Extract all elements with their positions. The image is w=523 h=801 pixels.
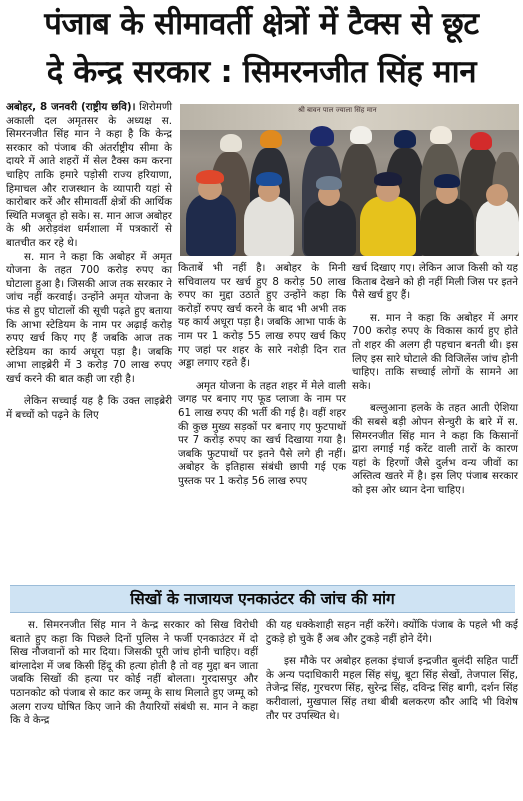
subheading-banner	[10, 585, 515, 613]
turban	[256, 172, 282, 186]
turban	[374, 172, 402, 186]
article-paragraph: बल्लुआना हलके के तहत आती ऐशिया की सबसे बड़ी ओपन सेन्चुरी के बारे में स. सिमरनजीत सिंह मान ने कहा कि किसानों द्वारा लगाई गई करेंट वाली तारों के कारण यहां के हिरणों जैसे दुर्लभ वन्य जीवों का अस्तित्व खतरे में है। इस लिए पंजाब सरकार को इस ओर ध्यान देना चाहिए।	[352, 402, 518, 496]
turban	[394, 130, 416, 148]
article-column-3	[352, 262, 518, 498]
turban	[470, 132, 492, 150]
turban	[316, 176, 342, 190]
turban	[350, 126, 372, 144]
subarticle-column-1	[10, 619, 258, 728]
subheading: सिखों के नाजायज एनकाउंटर की जांच की मांग	[130, 590, 395, 608]
news-photo	[180, 104, 519, 256]
turban	[220, 134, 242, 152]
article-paragraph: स. सिमरनजीत सिंह मान ने केन्द्र सरकार को सिख विरोधी बताते हुए कहा कि पिछले दिनों पुलिस ने फर्जी एनकाउंटर में दो सिख नौजवानों को मार दिया। जिसकी पूरी जांच होनी चाहिए। वहीं बांग्लादेश में जब किसी हिंदू की हत्या होती है तो वह मुद्दा बन जाता जबकि सिखों की हत्या पर कोई नहीं बोलता। गुरदासपुर और पठानकोट को पंजाब से काट कर जम्मू के साथ मिलाते हुए जम्मू को अलग राज्य घोषित किए जाने की तैयारियों संबंधी स. मान ने कहा कि वे केन्द्र	[10, 619, 258, 727]
turban	[430, 126, 452, 144]
article-paragraph: लेकिन सच्चाई यह है कि उक्त लाइब्रेरी में बच्चों को पढ़ने के लिए	[6, 395, 172, 422]
article-paragraph: शिरोमणी अकाली दल अमृतसर के अध्यक्ष स. सिमरनजीत सिंह मान ने कहा है कि केन्द्र सरकार को पंजाब की अंतर्राष्ट्रीय सीमा के दायरे में आते शहरों में सेल टैक्स कम करना चाहिए ताकि हमारे पड़ोसी राज्य हरियाणा, हिमाचल और राजस्थान के व्यापारी यहां से कारोबार करें और सीमावर्ती क्षेत्रों की आर्थिक स्थिति मजबूत हो सके। स. मान आज अबोहर के श्री अरोड़वंश धर्मशाला में पत्रकारों से बातचीत कर रहे थे।	[6, 101, 172, 249]
person-figure	[360, 196, 416, 256]
person-figure	[186, 194, 236, 256]
article-paragraph: इस मौके पर अबोहर हलका इंचार्ज इन्द्रजीत बुलंदी सहित पार्टी के अन्य पदाधिकारी महल सिंह संधू, बूटा सिंह सेखों, तेजपाल सिंह, तेजेन्द्र सिंह, गुरचरण सिंह, सुरेन्द्र सिंह, दविन्द्र सिंह बागी, दर्शन सिंह करीवालां, मुखपाल सिंह तथा बीबी बलकरण कौर आदि भी विशेष तौर पर उपस्थित थे।	[266, 655, 518, 722]
turban	[260, 130, 282, 148]
person-figure	[304, 200, 356, 256]
head	[486, 184, 508, 206]
article-paragraph: किताबें भी नहीं है। अबोहर के मिनी सचिवालय पर खर्च हुए 8 करोड़ 50 लाख रुपए का मुद्दा उठाते हुए उन्होंने कहा कि करोड़ों रुपए खर्च करने के बाद भी अभी तक यह कार्य अधूरा पड़ा है। जबकि आभा पार्क के नाम पर 1 करोड़ 55 लाख रुपए खर्च किए गए जहां पर शहर के सारे नशेड़ी दिन रात अड्डा लगाए रहते हैं।	[178, 262, 346, 370]
turban	[196, 170, 224, 184]
photo-banner	[180, 104, 519, 130]
turban	[310, 126, 334, 146]
article-paragraph: स. मान ने कहा कि अबोहर में अगर 700 करोड़ रुपए के विकास कार्य हुए होते तो शहर की अलग ही पहचान बनती थी। इस लिए इस सारे घोटाले की विजिलेंस जांच होनी चाहिए। ताकि सच्चाई लोगों के सामने आ सके।	[352, 311, 518, 392]
person-figure	[244, 196, 294, 256]
headline-line-2: दे केन्द्र सरकार : सिमरनजीत सिंह मान	[46, 54, 477, 90]
person-figure	[420, 198, 474, 256]
article-paragraph: की यह धक्केशाही सहन नहीं करेंगे। क्योंकि पंजाब के पहले भी कई टुकड़े हो चुके हैं अब और टुकड़े नहीं होने देंगे।	[266, 619, 518, 645]
article-column-1	[6, 101, 172, 423]
article-column-2	[178, 262, 346, 489]
person-figure	[476, 200, 519, 256]
subarticle-column-2	[266, 619, 518, 723]
article-paragraph: खर्च दिखाए गए। लेकिन आज किसी को यह किताब देखने को ही नहीं मिली जिस पर इतने पैसे खर्च हुए हैं।	[352, 262, 518, 302]
article-paragraph: स. मान ने कहा कि अबोहर में अमृत योजना के तहत 700 करोड़ रुपए का घोटाला हुआ है। जिसकी आज तक सरकार ने जांच नहीं करवाई। उन्होंने अमृत योजना के फंड से हुए घोटालों की सूची पढ़ते हुए बताया कि आभा स्टेडियम के नाम पर अढ़ाई करोड़ रुपए खर्च किए गए हैं जबकि आज तक स्टेडियम का कार्य अधूरा पड़ा है। जबकि आभा लाइब्रेरी में 3 करोड़ 70 लाख रुपए खर्च करने की बात कही जा रही है।	[6, 250, 172, 385]
article-paragraph: अमृत योजना के तहत शहर में मेले वाली जगह पर बनाए गए फूड प्लाजा के नाम पर 61 लाख रुपए की भर्ती की गई है। वहीं शहर की कुछ मुख्य सड़कों पर बनाए गए फुटपाथों पर 7 करोड़ रुपए का खर्च दिखाया गया है। जबकि फुटपाथों पर इतने पैसे लगे ही नहीं। अबोहर के इतिहास संबंधी छापी गई एक पुस्तक पर 1 करोड़ 56 लाख रुपए	[178, 379, 346, 487]
turban	[434, 174, 460, 188]
headline-line-1: पंजाब के सीमावर्ती क्षेत्रों में टैक्स से छूट	[44, 6, 479, 42]
photo-banner-text: श्री बावन पाल ज्याला सिंह मान	[298, 106, 377, 114]
dateline: अबोहर, 8 जनवरी (राष्ट्रीय छवि)।	[6, 101, 136, 113]
